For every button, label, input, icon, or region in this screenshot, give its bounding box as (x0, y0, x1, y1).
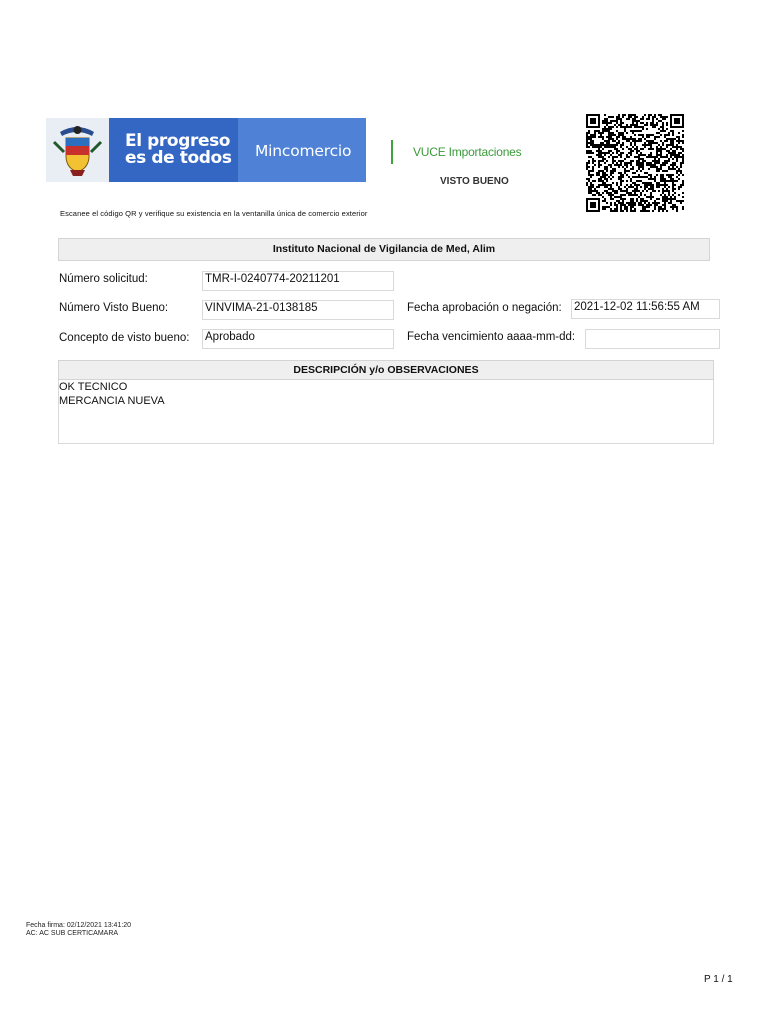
fecha-vencimiento-field (585, 329, 720, 349)
ministry-name: Mincomercio (255, 142, 352, 160)
certificate-authority: AC: AC SUB CERTICAMARA (26, 930, 119, 937)
colombia-coat-of-arms-logo (46, 118, 109, 182)
header-banner (46, 118, 366, 182)
observaciones-box (58, 380, 714, 444)
solicitud-label: Número solicitud: (59, 273, 148, 285)
slogan-line-2: es de todos (125, 148, 232, 168)
fecha-firma: Fecha firma: 02/12/2021 13:41:20 (26, 922, 132, 929)
fecha-aprobacion-label: Fecha aprobación o negación: (407, 302, 562, 314)
slogan-line-1: El progreso (125, 131, 231, 151)
visto-label: Número Visto Bueno: (59, 302, 169, 314)
document-type: VISTO BUENO (440, 176, 509, 187)
observacion-line: MERCANCIA NUEVA (59, 395, 165, 407)
ministry-block (238, 118, 366, 182)
qr-code-icon (586, 114, 684, 212)
signature-info (26, 922, 131, 938)
vuce-label: VUCE Importaciones (413, 145, 522, 159)
page-number: P 1 / 1 (704, 974, 733, 985)
concepto-field: Aprobado (202, 329, 394, 349)
solicitud-field: TMR-I-0240774-20211201 (202, 271, 394, 291)
observacion-line: OK TECNICO (59, 381, 128, 393)
observaciones-title: DESCRIPCIÓN y/o OBSERVACIONES (58, 360, 714, 380)
fecha-vencimiento-label: Fecha vencimiento aaaa-mm-dd: (407, 331, 576, 343)
scan-instructions: Escanee el código QR y verifique su existencia en la ventanilla única de comercio exterior (60, 209, 368, 218)
fecha-aprobacion-field: 2021-12-02 11:56:55 AM (571, 299, 720, 319)
visto-field: VINVIMA-21-0138185 (202, 300, 394, 320)
concepto-label: Concepto de visto bueno: (59, 332, 190, 344)
entity-title: Instituto Nacional de Vigilancia de Med, Alim (58, 238, 710, 261)
progreso-slogan (109, 118, 238, 182)
vuce-divider (391, 140, 393, 164)
